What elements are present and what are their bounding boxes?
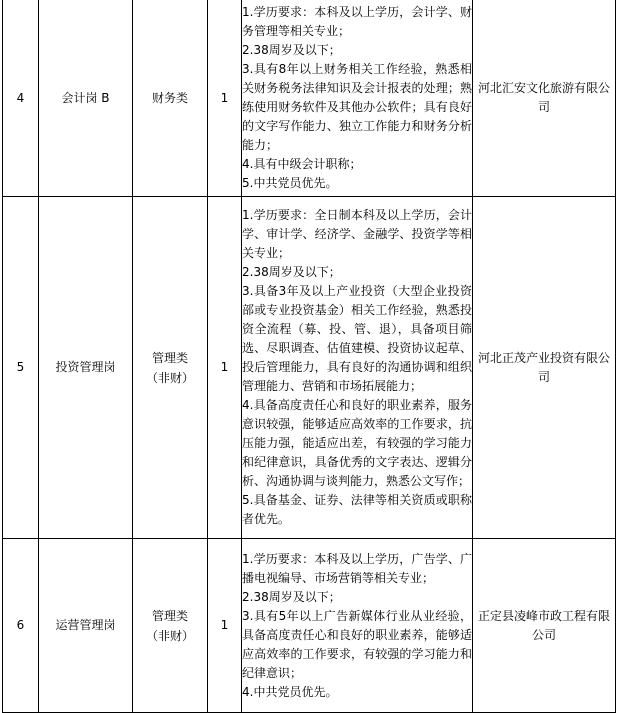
requirement-item: 3.具备3年及以上产业投资（大型企业投资部或专业投资基金）相关工作经验，熟悉投资全流程（募、投、管、退），具备项目筛选、尽职调查、估值建模、投资协议起草、投后管理能力，具有良好的沟通协调和组织管理能力、营销和市场拓展能力；: [242, 284, 472, 393]
hiring-count: 1: [208, 539, 242, 713]
category-line: （非财）: [145, 370, 194, 385]
requirement-item: 4.中共党员优先。: [242, 684, 338, 699]
requirement-item: 2.38周岁及以下；: [242, 265, 341, 279]
requirements: [242, 539, 473, 713]
requirement-item: 3.具有5年以上广告新媒体行业从业经验，具备高度责任心和良好的职业素养，能够适应高效率的工作要求，有较强的学习能力和纪律意识；: [242, 608, 472, 680]
requirements: [242, 0, 473, 197]
hiring-count: 1: [208, 0, 242, 197]
job-table: [2, 0, 616, 713]
employer-name: 正定县凌峰市政工程有限公司: [473, 539, 616, 713]
requirement-item: 5.具备基金、证券、法律等相关资质或职称者优先。: [242, 493, 472, 526]
requirement-item: 1.学历要求：本科及以上学历，广告学、广播电视编导、市场营销等相关专业；: [242, 551, 472, 585]
job-category: [133, 197, 208, 539]
requirement-item: 2.38周岁及以下；: [242, 43, 341, 57]
category-line: 财务类: [151, 91, 188, 105]
requirement-item: 5.中共党员优先。: [242, 176, 338, 190]
employer-name: 河北汇安文化旅游有限公司: [473, 0, 616, 197]
job-category: [133, 539, 208, 713]
requirement-item: 3.具有8年以上财务相关工作经验，熟悉相关财务税务法律知识及会计报表的处理；熟练使用财务软件及其他办公软件；具有良好的文字写作能力、独立工作能力和财务分析能力；: [242, 62, 472, 152]
table-row: [3, 539, 616, 713]
row-number: 5: [3, 197, 39, 539]
row-number: 6: [3, 539, 39, 713]
position-name: 会计岗 B: [39, 0, 133, 197]
employer-name: 河北正茂产业投资有限公司: [473, 197, 616, 539]
requirements: [242, 197, 473, 539]
category-line: 管理类: [151, 350, 188, 365]
table-row: [3, 0, 616, 197]
requirement-item: 2.38周岁及以下；: [242, 589, 341, 604]
category-line: 管理类: [151, 608, 188, 623]
requirement-item: 4.具备高度责任心和良好的职业素养，服务意识较强，能够适应高效率的工作要求，抗压能力强，能适应出差，有较强的学习能力和纪律意识，具备优秀的文字表达、逻辑分析、沟通协调与谈判能力，熟悉公文写作；: [242, 398, 472, 488]
position-name: 运营管理岗: [39, 539, 133, 713]
category-line: （非财）: [145, 628, 194, 643]
requirement-item: 4.具有中级会计职称；: [242, 157, 362, 171]
hiring-count: 1: [208, 197, 242, 539]
table-row: [3, 197, 616, 539]
requirement-item: 1.学历要求：全日制本科及以上学历，会计学、审计学、经济学、金融学、投资学等相关专业；: [242, 208, 472, 260]
row-number: 4: [3, 0, 39, 197]
position-name: 投资管理岗: [39, 197, 133, 539]
job-category: [133, 0, 208, 197]
requirement-item: 1.学历要求：本科及以上学历，会计学、财务管理等相关专业；: [242, 5, 472, 38]
